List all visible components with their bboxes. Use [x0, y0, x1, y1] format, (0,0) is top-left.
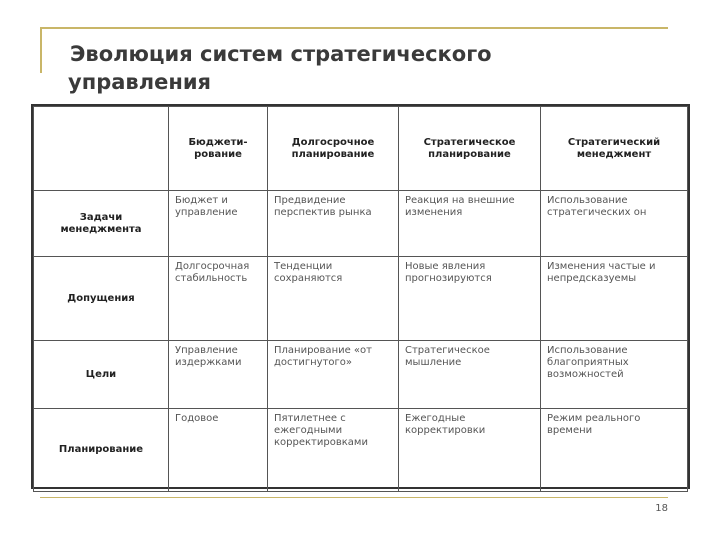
table-cell: Ежегодные корректировки — [399, 409, 541, 492]
table-header-cell — [34, 107, 169, 191]
table-row — [34, 341, 688, 409]
table-cell: Долгосрочная стабильность — [169, 257, 268, 341]
title-frame-top-rule — [40, 27, 668, 29]
table-cell: Новые явления прогнозируются — [399, 257, 541, 341]
table-header-cell: Бюджети- рование — [169, 107, 268, 191]
table-cell: Тенденции сохраняются — [268, 257, 399, 341]
table-row — [34, 409, 688, 492]
table-cell: Управление издержками — [169, 341, 268, 409]
slide-title-line2: управления — [68, 70, 212, 94]
table-row — [34, 191, 688, 257]
slide-title-line1: Эволюция систем стратегического — [70, 42, 492, 66]
slide-title — [70, 40, 630, 96]
table-cell: Использование стратегических он — [541, 191, 688, 257]
title-frame-left-rule — [40, 27, 42, 73]
table-cell: Бюджет и управление — [169, 191, 268, 257]
table-cell: Режим реального времени — [541, 409, 688, 492]
table-header-row — [34, 107, 688, 191]
table-cell: Пятилетнее с ежегодными корректировками — [268, 409, 399, 492]
footer-rule — [40, 497, 668, 498]
row-label: Планирование — [34, 409, 169, 492]
table-cell: Годовое — [169, 409, 268, 492]
table-cell: Использование благоприятных возможностей — [541, 341, 688, 409]
row-label: Допущения — [34, 257, 169, 341]
evolution-table — [33, 106, 688, 492]
table-cell: Стратегическое мышление — [399, 341, 541, 409]
row-label: Цели — [34, 341, 169, 409]
evolution-table-frame — [31, 104, 690, 489]
table-cell: Предвидение перспектив рынка — [268, 191, 399, 257]
table-row — [34, 257, 688, 341]
table-cell: Планирование «от достигнутого» — [268, 341, 399, 409]
table-header-cell: Долгосрочное планирование — [268, 107, 399, 191]
table-header-cell: Стратегический менеджмент — [541, 107, 688, 191]
table-cell: Реакция на внешние изменения — [399, 191, 541, 257]
table-header-cell: Стратегическое планирование — [399, 107, 541, 191]
table-cell: Изменения частые и непредсказуемы — [541, 257, 688, 341]
page-number: 18 — [655, 503, 668, 514]
row-label: Задачи менеджмента — [34, 191, 169, 257]
